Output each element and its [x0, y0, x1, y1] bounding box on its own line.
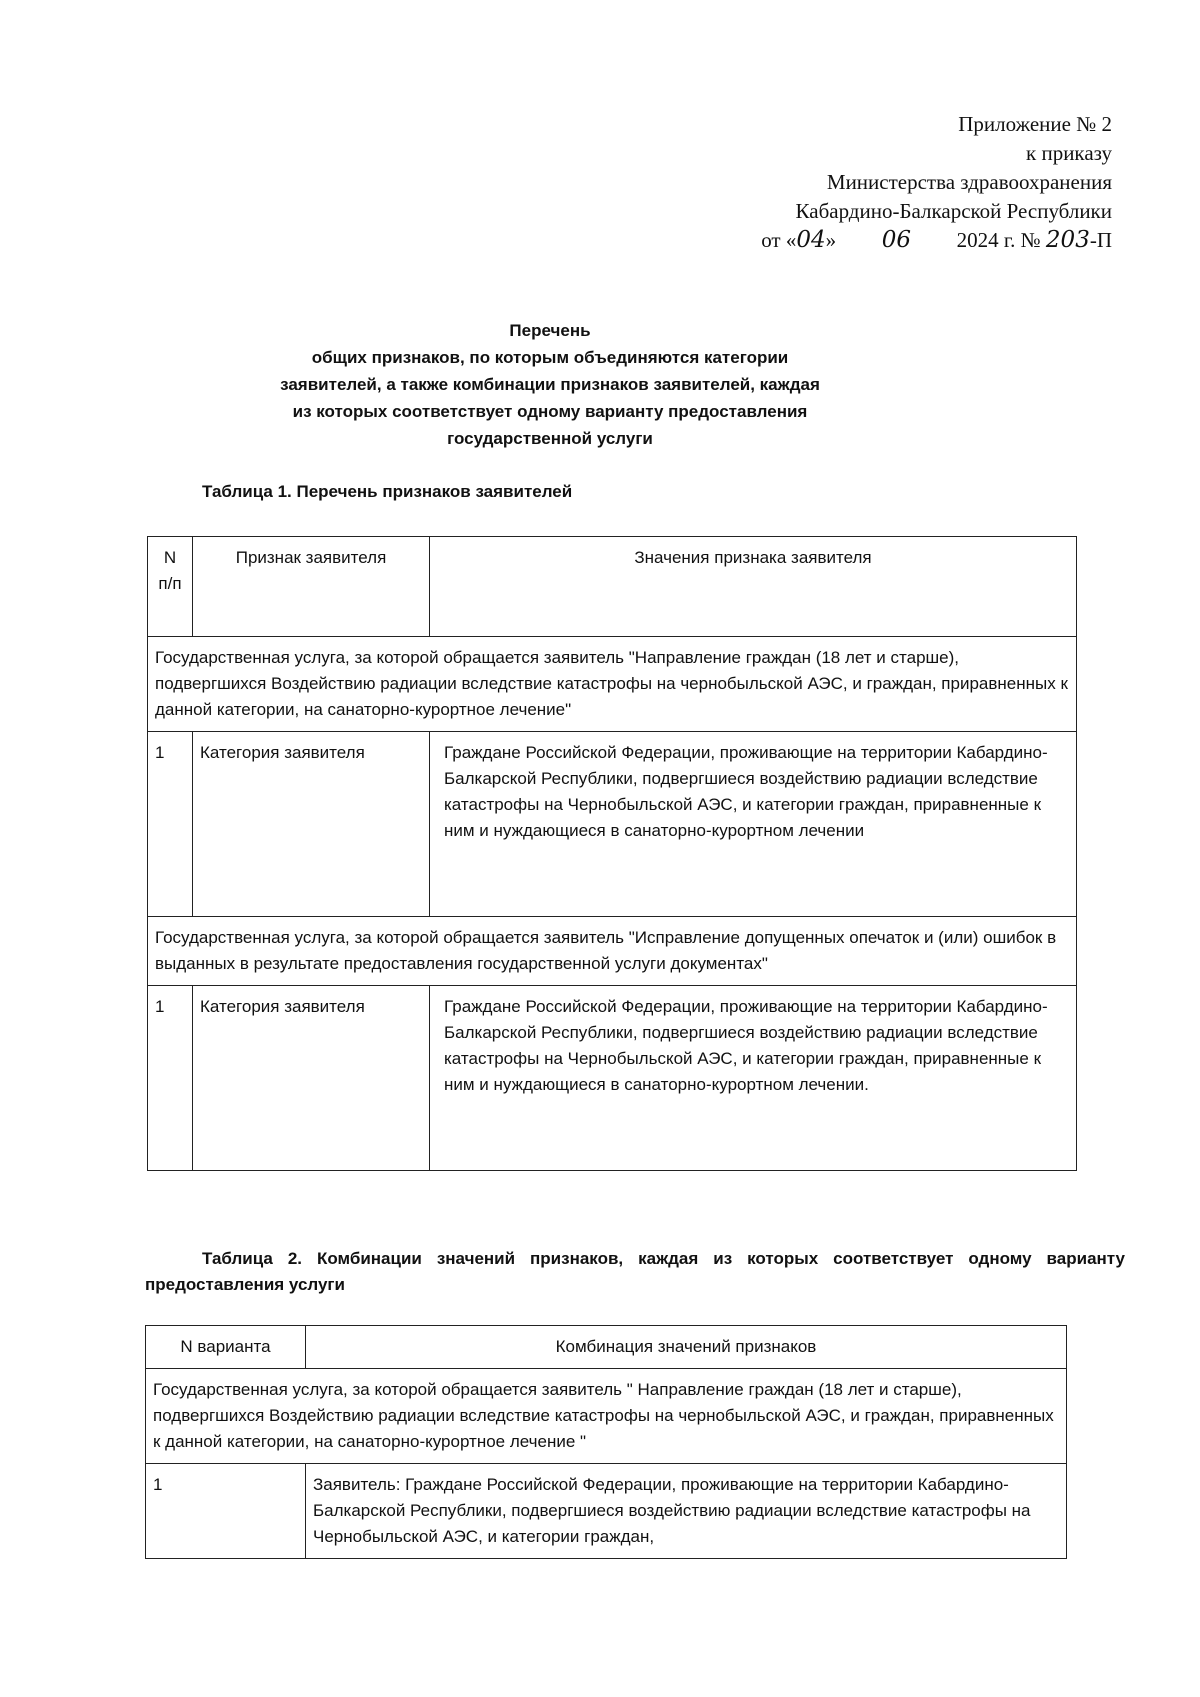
- applicant-signs-table: [147, 536, 1077, 1171]
- col-header-combination: Комбинация значений признаков: [306, 1326, 1067, 1369]
- order-month: 06: [881, 227, 912, 253]
- order-date-line: от «04» 06 2024 г. № 203-П: [761, 227, 1112, 253]
- republic-name: Кабардино-Балкарской Республики: [795, 199, 1112, 223]
- document-title: Перечень общих признаков, по которым объединяются категории заявителей, а также комбинации признаков заявителей, каждая из которых соответствует одному варианту предоставления государственной услуги: [280, 321, 820, 448]
- row-num: 1: [148, 732, 193, 917]
- col-header-sign: Признак заявителя: [193, 537, 430, 637]
- combination-value: Заявитель: Граждане Российской Федерации, проживающие на территории Кабардино-Балкарской Республики, подвергшиеся воздействию радиации вследствие катастрофы на Чернобыльской АЭС, и категории граждан,: [306, 1464, 1067, 1559]
- table-row: [148, 732, 1077, 917]
- table1-caption: Таблица 1. Перечень признаков заявителей: [202, 482, 573, 501]
- col-header-variant: N варианта: [146, 1326, 306, 1369]
- order-day: 04: [796, 227, 826, 253]
- table-row: [148, 986, 1077, 1171]
- row-num: 1: [148, 986, 193, 1171]
- table2-caption: Таблица 2. Комбинации значений признаков, каждая из которых соответствует одному варианту предоставления услуги: [145, 1249, 1125, 1294]
- variant-num: 1: [146, 1464, 306, 1559]
- service-section-1: Государственная услуга, за которой обращается заявитель " Направление граждан (18 лет и старше), подвергшихся Воздействию радиации вследствие катастрофы на чернобыльской АЭС, и граждан, приравненных к данной категории, на санаторно-курортное лечение ": [146, 1369, 1067, 1464]
- order-year: 2024 г. №: [956, 228, 1041, 252]
- row-value: Граждане Российской Федерации, проживающие на территории Кабардино-Балкарской Республики, подвергшиеся воздействию радиации вследствие катастрофы на Чернобыльской АЭС, и категории граждан, приравненные к ним и нуждающиеся в санаторно-курортном лечении: [430, 732, 1077, 917]
- table-row: [146, 1464, 1067, 1559]
- row-sign: Категория заявителя: [193, 732, 430, 917]
- row-value: Граждане Российской Федерации, проживающие на территории Кабардино-Балкарской Республики, подвергшиеся воздействию радиации вследствие катастрофы на Чернобыльской АЭС, и категории граждан, приравненные к ним и нуждающиеся в санаторно-курортном лечении.: [430, 986, 1077, 1171]
- sign-combinations-table: [145, 1325, 1067, 1559]
- table-header-row: [146, 1326, 1067, 1369]
- service-section-2: Государственная услуга, за которой обращается заявитель "Исправление допущенных опечаток и (или) ошибок в выданных в результате предоставления государственной услуги документах": [148, 917, 1077, 986]
- appendix-header: [761, 110, 1112, 255]
- table-section-row: [146, 1369, 1067, 1464]
- row-sign: Категория заявителя: [193, 986, 430, 1171]
- order-reference: к приказу: [1026, 141, 1112, 165]
- service-section-1: Государственная услуга, за которой обращается заявитель "Направление граждан (18 лет и старше), подвергшихся Воздействию радиации вследствие катастрофы на чернобыльской АЭС, и граждан, приравненных к данной категории, на санаторно-курортное лечение": [148, 637, 1077, 732]
- table-section-row: [148, 637, 1077, 732]
- table-section-row: [148, 917, 1077, 986]
- ministry-name: Министерства здравоохранения: [826, 170, 1112, 194]
- order-number: 203: [1045, 227, 1090, 253]
- table-header-row: [148, 537, 1077, 637]
- col-header-values: Значения признака заявителя: [430, 537, 1077, 637]
- col-header-num: N п/п: [148, 537, 193, 637]
- appendix-number: Приложение № 2: [958, 112, 1112, 136]
